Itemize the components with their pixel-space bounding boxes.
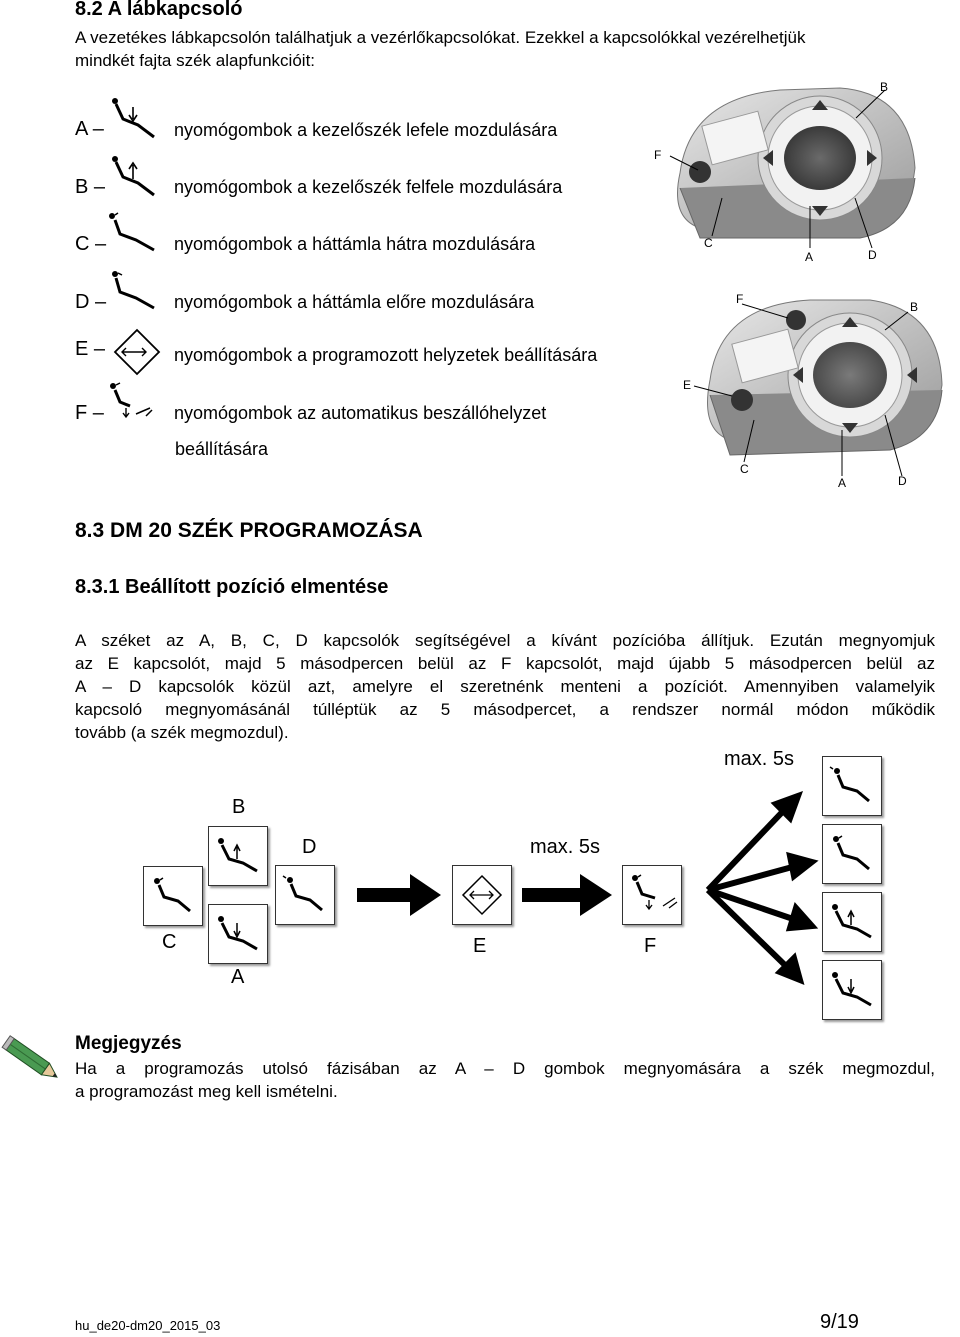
backrest-forward-icon xyxy=(823,757,881,815)
diagram-label-d: D xyxy=(302,836,317,858)
target-backrest-forward xyxy=(822,756,882,816)
note-line-2: a programozást meg kell ismételni. xyxy=(75,1082,338,1101)
item-text-f-cont: beállítására xyxy=(175,439,269,459)
intro-line-1: A vezetékes lábkapcsolón találhatjuk a vezérlőkapcsolókat. Ezekkel a kapcsolókkal vezérelhetjük xyxy=(75,28,806,47)
item-text-d: nyomógombok a háttámla előre mozdulására xyxy=(174,292,535,312)
diagram-max-time-mid: max. 5s xyxy=(530,836,601,858)
pedal2-label-b: B xyxy=(910,300,919,314)
diagram-label-c: C xyxy=(162,931,177,953)
backrest-forward-icon xyxy=(276,866,334,924)
pedal1-label-f: F xyxy=(654,148,662,162)
step-e-program xyxy=(452,865,512,925)
diagram-max-time-top: max. 5s xyxy=(724,748,795,770)
chair-up-icon xyxy=(823,893,881,951)
foot-pedal-image-2 xyxy=(680,290,960,490)
para-line-3: A – D kapcsolók közül azt, amelyre el szeretnénk menteni a pozíciót. Amennyiben valamelyik xyxy=(75,677,935,696)
step-a-chair-down xyxy=(208,904,268,964)
pedal1-label-d: D xyxy=(868,248,877,262)
backrest-forward-icon xyxy=(106,270,158,310)
pedal1-label-a: A xyxy=(805,250,814,264)
item-letter-d: D – xyxy=(75,291,107,313)
fan-arrows-icon xyxy=(700,770,820,990)
item-letter-f: F – xyxy=(75,402,104,424)
entry-position-icon xyxy=(106,382,158,422)
pedal2-label-a: A xyxy=(838,476,847,490)
pencil-icon xyxy=(0,1030,68,1092)
arrow-right-icon xyxy=(355,870,445,920)
section-heading-8-3: 8.3 DM 20 SZÉK PROGRAMOZÁSA xyxy=(75,519,423,542)
chair-up-icon xyxy=(106,153,158,197)
item-letter-a: A – xyxy=(75,118,104,140)
entry-position-icon xyxy=(623,866,681,924)
pedal2-label-c: C xyxy=(740,462,749,476)
section-heading-8-3-1: 8.3.1 Beállított pozíció elmentése xyxy=(75,576,389,598)
target-chair-down xyxy=(822,960,882,1020)
para-line-1: A széket az A, B, C, D kapcsolók segítségével a kívánt pozícióba állítjuk. Ezután megnyomjuk xyxy=(75,631,935,650)
diagram-label-f: F xyxy=(644,935,657,957)
item-text-f: nyomógombok az automatikus beszállóhelyzet xyxy=(174,403,547,423)
chair-down-icon xyxy=(823,961,881,1019)
section-heading-8-2: 8.2 A lábkapcsoló xyxy=(75,0,243,20)
note-line-1: Ha a programozás utolsó fázisában az A – D gombok megnyomására a szék megmozdul, xyxy=(75,1059,935,1078)
chair-down-icon xyxy=(106,95,158,139)
item-text-c: nyomógombok a háttámla hátra mozdulására xyxy=(174,234,536,254)
step-c-backrest-back xyxy=(143,866,203,926)
pedal2-label-f: F xyxy=(736,292,744,306)
para-line-4: kapcsoló megnyomásánál túlléptük az 5 másodpercet, a rendszer normál módon működik xyxy=(75,700,935,719)
step-d-backrest-forward xyxy=(275,865,335,925)
program-icon xyxy=(112,328,162,376)
item-text-b: nyomógombok a kezelőszék felfele mozdulására xyxy=(174,177,563,197)
footer-page-number: 9/19 xyxy=(820,1311,859,1333)
target-chair-up xyxy=(822,892,882,952)
chair-up-icon xyxy=(209,827,267,885)
backrest-back-icon xyxy=(106,212,158,252)
step-f-entry-position xyxy=(622,865,682,925)
para-line-2: az E kapcsolót, majd 5 másodpercen belül az F kapcsolót, majd újabb 5 másodpercen belül az xyxy=(75,654,935,673)
footer-doc-id: hu_de20-dm20_2015_03 xyxy=(75,1318,221,1333)
note-heading: Megjegyzés xyxy=(75,1033,182,1054)
target-backrest-back xyxy=(822,824,882,884)
item-letter-b: B – xyxy=(75,176,106,198)
backrest-back-icon xyxy=(144,867,202,925)
pedal2-label-e: E xyxy=(683,378,692,392)
diagram-label-e: E xyxy=(473,935,487,957)
foot-pedal-figure-2 xyxy=(680,290,960,490)
foot-pedal-figure-1 xyxy=(654,78,960,268)
intro-line-2: mindkét fajta szék alapfunkcióit: xyxy=(75,51,316,70)
chair-down-icon xyxy=(209,905,267,963)
program-icon xyxy=(453,866,511,924)
item-text-a: nyomógombok a kezelőszék lefele mozdulására xyxy=(174,120,558,140)
item-text-e: nyomógombok a programozott helyzetek beállítására xyxy=(174,345,598,365)
backrest-back-icon xyxy=(823,825,881,883)
item-letter-e: E – xyxy=(75,338,106,360)
diagram-label-b: B xyxy=(232,796,246,818)
item-letter-c: C – xyxy=(75,233,107,255)
diagram-label-a: A xyxy=(231,966,245,988)
pedal1-label-c: C xyxy=(704,236,713,250)
pedal2-label-d: D xyxy=(898,474,907,488)
step-b-chair-up xyxy=(208,826,268,886)
arrow-right-icon xyxy=(520,870,615,920)
pedal1-label-b: B xyxy=(880,80,889,94)
para-line-5: tovább (a szék megmozdul). xyxy=(75,723,289,742)
